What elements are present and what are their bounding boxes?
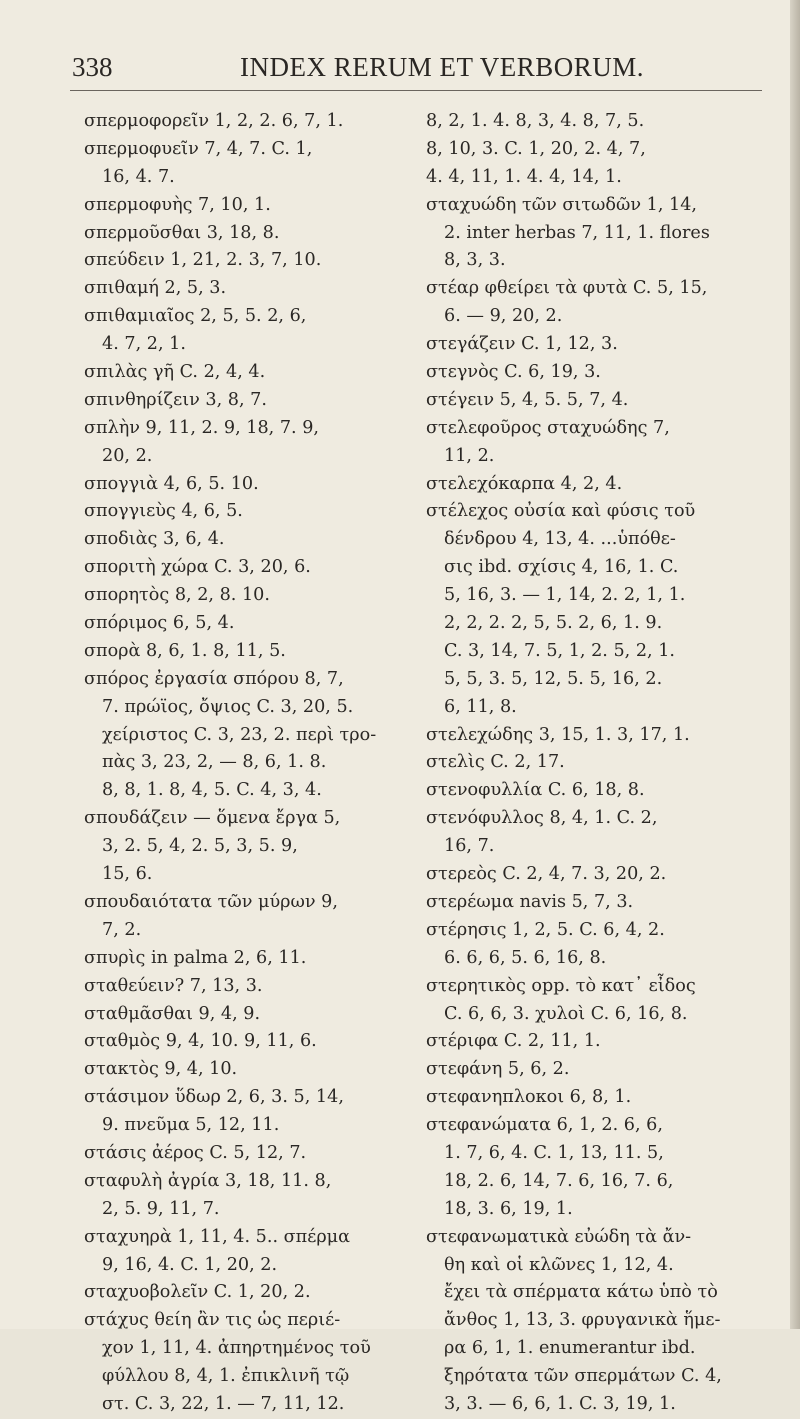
index-line: σπιθαμιαῖος 2, 5, 5. 2, 6,	[84, 306, 307, 327]
index-line: στάσιμον ὕδωρ 2, 6, 3. 5, 14,	[84, 1087, 344, 1108]
index-line: στενοφυλλία C. 6, 18, 8.	[426, 780, 645, 801]
index-line: σταχυοβολεῖν C. 1, 20, 2.	[84, 1282, 311, 1303]
index-line: σπινθηρίζειν 3, 8, 7.	[84, 389, 267, 410]
index-line: ἄνθος 1, 13, 3. φρυγανικὰ ἥμε-	[444, 1310, 721, 1331]
index-line: στέαρ φθείρει τὰ φυτὰ C. 5, 15,	[426, 278, 708, 299]
index-line: σπογγιὰ 4, 6, 5. 10.	[84, 473, 259, 494]
index-line: στελεχόκαρπα 4, 2, 4.	[426, 473, 623, 494]
index-line: σποριτὴ χώρα C. 3, 20, 6.	[84, 557, 311, 578]
index-line: 7. πρώϊος, ὄψιος C. 3, 20, 5.	[102, 696, 354, 717]
index-line: πὰς 3, 23, 2, — 8, 6, 1. 8.	[102, 752, 327, 773]
index-line: σπερμοφορεῖν 1, 2, 2. 6, 7, 1.	[84, 111, 344, 131]
index-line: σπυρὶς in palma 2, 6, 11.	[84, 947, 307, 968]
index-line: δένδρου 4, 13, 4. ...ὑπόθε-	[444, 529, 676, 550]
index-line: σπορὰ 8, 6, 1. 8, 11, 5.	[84, 640, 286, 661]
index-line: χείριστος C. 3, 23, 2. περὶ τρο-	[102, 724, 377, 745]
index-line: σπουδάζειν — ὅμενα ἔργα 5,	[84, 808, 341, 829]
index-line: 2, 2, 2. 2, 5, 5. 2, 6, 1. 9.	[444, 613, 663, 634]
index-line: 8, 3, 3.	[444, 250, 506, 271]
index-line: 6, 11, 8.	[444, 696, 517, 717]
index-line: στακτὸς 9, 4, 10.	[84, 1059, 238, 1080]
index-line: στέριφα C. 2, 11, 1.	[426, 1031, 601, 1052]
index-line: σπογγιεὺς 4, 6, 5.	[84, 501, 243, 522]
index-line: σπόριμος 6, 5, 4.	[84, 613, 235, 634]
index-line: 20, 2.	[102, 445, 153, 466]
index-line: στερητικὸς opp. τὸ κατ᾽ εἶδος	[426, 975, 696, 996]
index-line: χον 1, 11, 4. ἀπηρτημένος τοῦ	[102, 1338, 371, 1359]
index-line: 16, 7.	[444, 836, 495, 857]
index-line: 16, 4. 7.	[102, 166, 175, 187]
index-line: στερέωμα navis 5, 7, 3.	[426, 891, 634, 912]
index-line: 3, 3. — 6, 6, 1. C. 3, 19, 1.	[444, 1393, 676, 1414]
index-line: σπιλὰς γῆ C. 2, 4, 4.	[84, 362, 266, 383]
index-line: 3, 2. 5, 4, 2. 5, 3, 5. 9,	[102, 836, 298, 857]
index-line: C. 6, 6, 3. χυλοὶ C. 6, 16, 8.	[444, 1003, 688, 1024]
index-line: 1. 7, 6, 4. C. 1, 13, 11. 5,	[444, 1142, 664, 1163]
index-line: στεγάζειν C. 1, 12, 3.	[426, 334, 618, 355]
running-head: INDEX RERUM ET VERBORUM.	[240, 52, 645, 82]
index-line: στέρησις 1, 2, 5. C. 6, 4, 2.	[426, 919, 665, 940]
index-line: 11, 2.	[444, 445, 495, 466]
index-line: 5, 5, 3. 5, 12, 5. 5, 16, 2.	[444, 668, 663, 689]
index-line: 9. πνεῦμα 5, 12, 11.	[102, 1115, 280, 1136]
header-rule	[70, 90, 762, 91]
index-line: 8, 10, 3. C. 1, 20, 2. 4, 7,	[426, 138, 646, 159]
index-line: στεφανωματικὰ εὐώδη τὰ ἄν-	[426, 1226, 692, 1247]
index-line: σταθμὸς 9, 4, 10. 9, 11, 6.	[84, 1031, 317, 1052]
index-line: στερεὸς C. 2, 4, 7. 3, 20, 2.	[426, 864, 667, 885]
index-line: στενόφυλλος 8, 4, 1. C. 2,	[426, 808, 658, 829]
page-edge	[790, 0, 800, 1329]
index-line: θη καὶ οἱ κλῶνες 1, 12, 4.	[444, 1254, 674, 1275]
index-line: στεφανώματα 6, 1, 2. 6, 6,	[426, 1115, 663, 1136]
index-line: 18, 3. 6, 19, 1.	[444, 1198, 573, 1219]
index-line: 18, 2. 6, 14, 7. 6, 16, 7. 6,	[444, 1170, 674, 1191]
index-line: ρα 6, 1, 1. enumerantur ibd.	[444, 1338, 696, 1359]
index-line: στεφανηπλοκοι 6, 8, 1.	[426, 1087, 632, 1108]
index-line: στελεχώδης 3, 15, 1. 3, 17, 1.	[426, 724, 690, 745]
index-line: 6. — 9, 20, 2.	[444, 306, 563, 327]
index-line: στάσις ἀέρος C. 5, 12, 7.	[84, 1142, 307, 1163]
index-line: σπιθαμή 2, 5, 3.	[84, 278, 227, 299]
index-line: σποδιὰς 3, 6, 4.	[84, 529, 225, 550]
index-line: ἔχει τὰ σπέρματα κάτω ὑπὸ τὸ	[444, 1282, 718, 1303]
index-line: στεγνὸς C. 6, 19, 3.	[426, 362, 601, 383]
index-line: στέλεχος οὐσία καὶ φύσις τοῦ	[426, 501, 696, 522]
index-line: 7, 2.	[102, 919, 142, 940]
index-line: σπεύδειν 1, 21, 2. 3, 7, 10.	[84, 250, 322, 271]
index-line: σπερμοφυὴς 7, 10, 1.	[84, 194, 271, 215]
index-line: σπερμοῦσθαι 3, 18, 8.	[84, 222, 280, 243]
index-line: 4. 7, 2, 1.	[102, 334, 186, 355]
index-line: σταφυλὴ ἀγρία 3, 18, 11. 8,	[84, 1170, 332, 1191]
index-line: σταθεύειν? 7, 13, 3.	[84, 975, 263, 996]
index-line: σπορητὸς 8, 2, 8. 10.	[84, 585, 270, 606]
index-line: στελὶς C. 2, 17.	[426, 752, 565, 773]
index-line: 4. 4, 11, 1. 4. 4, 14, 1.	[426, 166, 622, 187]
index-line: 8, 2, 1. 4. 8, 3, 4. 8, 7, 5.	[426, 111, 645, 131]
index-line: σταθμᾶσθαι 9, 4, 9.	[84, 1003, 261, 1024]
index-line: στεφάνη 5, 6, 2.	[426, 1059, 570, 1080]
index-line: στάχυς θείη ἂν τις ὡς περιέ-	[84, 1310, 341, 1331]
index-line: 8, 8, 1. 8, 4, 5. C. 4, 3, 4.	[102, 780, 322, 801]
left-column	[84, 108, 422, 1419]
index-line: σις ibd. σχίσις 4, 16, 1. C.	[444, 557, 679, 578]
index-line: σπόρος ἐργασία σπόρου 8, 7,	[84, 668, 344, 689]
index-line: σπουδαιότατα τῶν μύρων 9,	[84, 891, 338, 912]
index-line: 2. inter herbas 7, 11, 1. flores	[444, 222, 710, 243]
index-line: 2, 5. 9, 11, 7.	[102, 1198, 220, 1219]
index-line: στελεφοῦρος σταχυώδης 7,	[426, 417, 670, 438]
index-line: σταχυώδη τῶν σιτωδῶν 1, 14,	[426, 194, 697, 215]
index-line: φύλλου 8, 4, 1. ἐπικλινῆ τῷ	[102, 1366, 350, 1387]
index-line: 5, 16, 3. — 1, 14, 2. 2, 1, 1.	[444, 585, 686, 606]
page-number: 338	[72, 52, 113, 82]
index-line: C. 3, 14, 7. 5, 1, 2. 5, 2, 1.	[444, 640, 676, 661]
page-header	[72, 52, 730, 92]
index-line: σταχυηρὰ 1, 11, 4. 5.. σπέρμα	[84, 1226, 350, 1247]
index-line: στ. C. 3, 22, 1. — 7, 11, 12.	[102, 1393, 345, 1414]
index-line: σπερμοφυεῖν 7, 4, 7. C. 1,	[84, 138, 313, 159]
index-line: 9, 16, 4. C. 1, 20, 2.	[102, 1254, 278, 1275]
index-line: στέγειν 5, 4, 5. 5, 7, 4.	[426, 389, 629, 410]
index-line: σπλὴν 9, 11, 2. 9, 18, 7. 9,	[84, 417, 319, 438]
index-line: 6. 6, 6, 5. 6, 16, 8.	[444, 947, 607, 968]
index-line: 15, 6.	[102, 864, 153, 885]
right-column	[426, 108, 764, 1419]
index-line: ξηρότατα τῶν σπερμάτων C. 4,	[444, 1366, 722, 1387]
